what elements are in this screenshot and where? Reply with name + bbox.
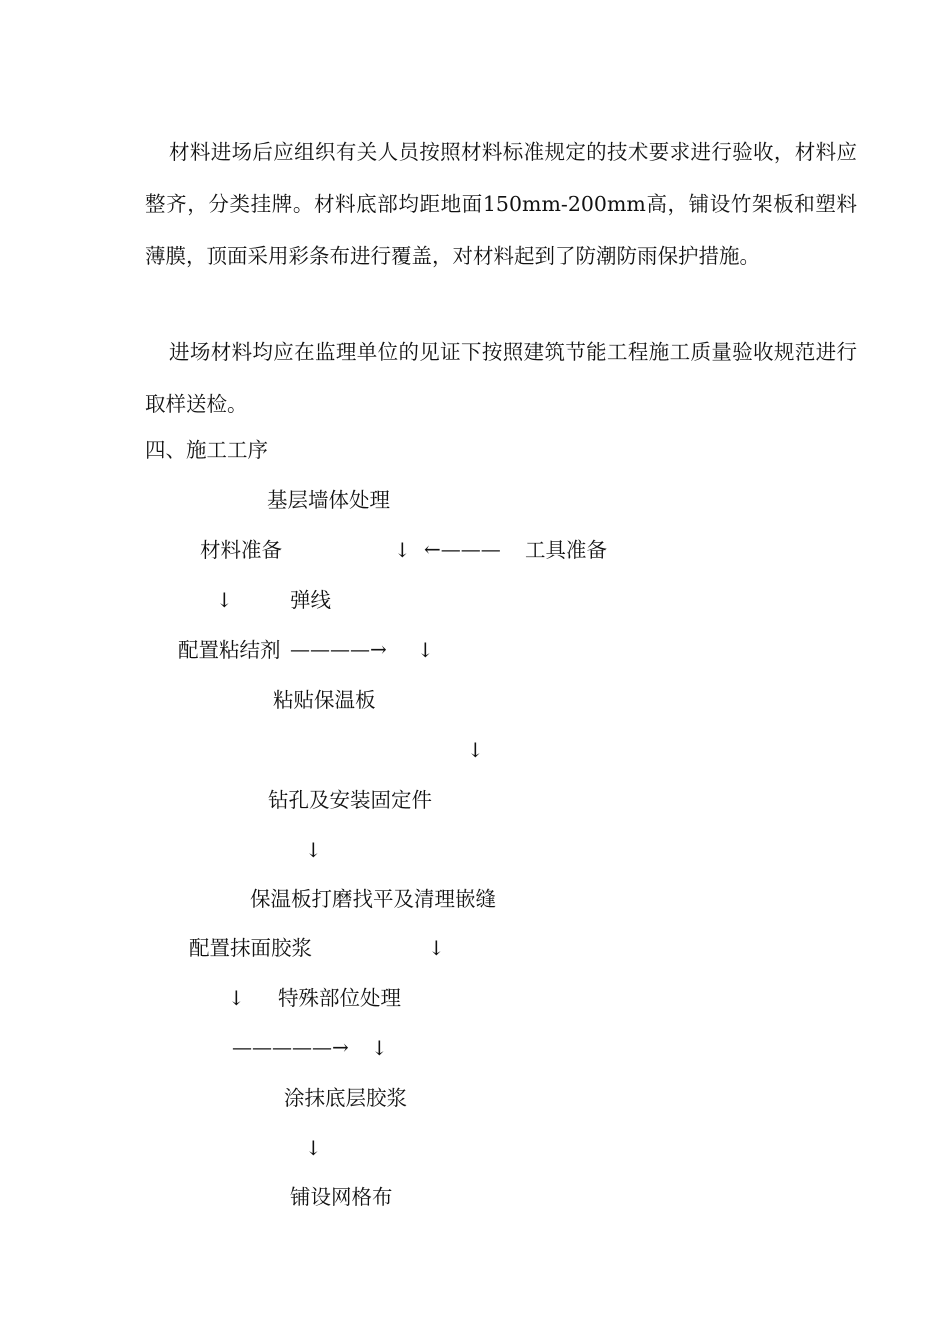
down-arrow-icon: ↓ — [417, 638, 434, 662]
step-material-prep: 材料准备 — [200, 538, 282, 562]
paragraph-sampling-inspection: 进场材料均应在监理单位的见证下按照建筑节能工程施工质量验收规范进行取样送检。 — [145, 340, 857, 416]
step-base-mortar: 涂抹底层胶浆 — [284, 1086, 407, 1110]
down-arrow-icon: ↓ — [371, 1036, 388, 1060]
down-arrow-icon: ↓ — [428, 936, 445, 960]
step-tool-prep: 工具准备 — [525, 538, 607, 562]
down-arrow-icon: ↓ — [467, 738, 484, 762]
paragraph-material-acceptance: 材料进场后应组织有关人员按照材料标准规定的技术要求进行验收，材料应整齐，分类挂牌。材料底部均距地面150mm-200mm高，铺设竹架板和塑料薄膜，顶面采用彩条布进行覆盖，对材料起到了防潮防雨保护措施。 — [145, 140, 857, 268]
step-lay-mesh: 铺设网格布 — [290, 1185, 393, 1209]
right-arrow-icon: —————→ — [232, 1035, 349, 1059]
right-arrow-icon: ————→ — [290, 637, 387, 661]
step-grind-level: 保温板打磨找平及清理嵌缝 — [250, 887, 496, 911]
down-arrow-icon: ↓ — [305, 1136, 322, 1160]
down-arrow-icon: ↓ — [394, 538, 411, 562]
step-mortar-config: 配置抹面胶浆 — [189, 936, 312, 960]
down-arrow-icon: ↓ — [228, 986, 245, 1010]
down-arrow-icon: ↓ — [305, 838, 322, 862]
step-special-parts: 特殊部位处理 — [278, 986, 401, 1010]
step-paste-board: 粘贴保温板 — [273, 688, 376, 712]
step-snap-line: 弹线 — [290, 588, 331, 612]
step-drill-install: 钻孔及安装固定件 — [268, 788, 432, 812]
step-adhesive-config: 配置粘结剂 — [178, 638, 281, 662]
step-base-wall: 基层墙体处理 — [267, 488, 390, 512]
left-arrow-icon: ←——— — [424, 537, 501, 561]
section-heading: 四、施工工序 — [145, 438, 268, 462]
down-arrow-icon: ↓ — [216, 588, 233, 612]
